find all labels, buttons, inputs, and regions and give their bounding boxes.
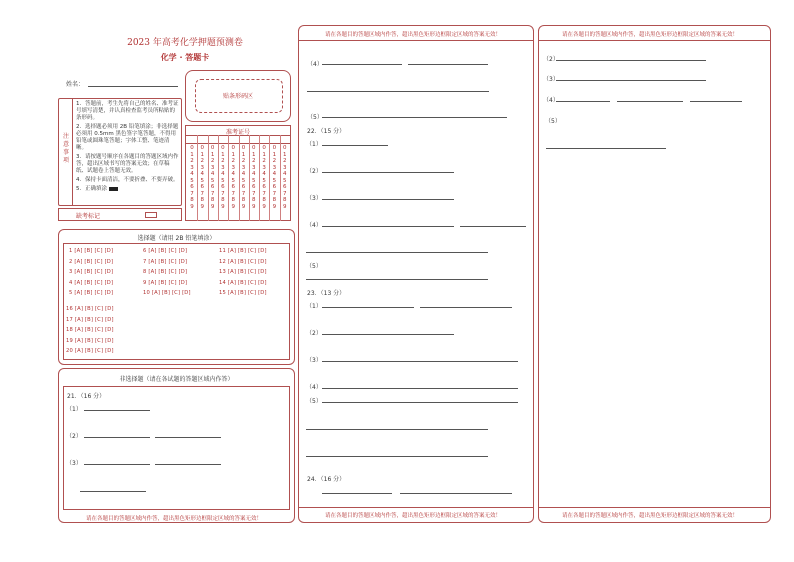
exam-id-digit[interactable]: 3 (200, 164, 205, 171)
exam-id-digit[interactable]: 5 (262, 177, 266, 184)
exam-id-digit[interactable]: 8 (231, 197, 235, 203)
exam-id-digit[interactable]: 9 (190, 203, 194, 210)
warning-text: 请在各题目的答题区域内作答，超出黑色矩形边框限定区域的答案无效！ (325, 32, 502, 38)
answer-line[interactable] (322, 402, 518, 403)
exam-id-digit[interactable]: 0 (272, 145, 277, 151)
exam-id-digit[interactable]: 1 (210, 151, 215, 158)
exam-id-digit[interactable]: 8 (241, 197, 246, 203)
exam-id-digit[interactable]: 2 (262, 158, 266, 164)
exam-id-digit-column[interactable] (229, 145, 237, 210)
barcode-label: 贴条形码区 (222, 93, 253, 100)
exam-id-digit[interactable]: 7 (252, 190, 256, 197)
exam-id-digit[interactable]: 9 (262, 203, 266, 210)
exam-id-digit[interactable]: 5 (272, 177, 277, 184)
exam-id-digit[interactable]: 1 (231, 151, 235, 158)
notice-items: 1．答题前，考生先将自己的姓名、准考证号填写清楚，并认真检查监考员所粘贴的条形码。 2．选择题必须用 2B 铅笔填涂；非选择题必须用 0.5mm 黑色签字笔答题，不得用铅笔或圆珠笔答题；字体工整、笔迹清晰。 3．请按题号顺序在各题目的答题区域内作答，超出区域书写的答案无效；在草稿纸、试题卷上答题无效。 4．保持卡面清洁，不要折叠、不要弄破。 5．正确填涂 (76, 101, 179, 192)
exam-id-digit[interactable]: 3 (262, 164, 266, 171)
exam-id-digit[interactable]: 0 (190, 145, 194, 151)
q23-part-2: （2） (306, 330, 322, 337)
barcode-area (185, 70, 291, 122)
exam-id-digit[interactable]: 4 (231, 171, 235, 177)
exam-id-digit[interactable]: 8 (221, 197, 225, 203)
answer-line[interactable] (322, 361, 518, 362)
exam-id-digit[interactable]: 9 (221, 203, 225, 210)
mc-question-row[interactable]: 7 [A] [B] [C] [D] (143, 258, 188, 265)
exam-id-digit[interactable]: 4 (252, 171, 256, 177)
exam-id-digit[interactable]: 3 (282, 164, 287, 171)
exam-id-digit[interactable]: 7 (282, 190, 287, 197)
mc-question-row[interactable]: 13 [A] [B] [C] [D] (219, 269, 267, 276)
exam-id-digit[interactable]: 5 (200, 177, 205, 184)
answer-line[interactable] (690, 101, 742, 102)
mc-question-row[interactable]: 12 [A] [B] [C] [D] (219, 258, 267, 265)
exam-id-digit[interactable]: 6 (200, 184, 205, 190)
exam-id-digit[interactable]: 4 (272, 171, 277, 177)
mc-question-row[interactable]: 20 [A] [B] [C] [D] (66, 348, 114, 355)
exam-id-digit[interactable]: 4 (241, 171, 246, 177)
exam-id-digit[interactable]: 7 (221, 190, 225, 197)
part-5: （5） (307, 114, 323, 121)
exam-id-digit[interactable]: 9 (241, 203, 246, 210)
part-4: （4） (543, 97, 559, 104)
mc-question-row[interactable]: 9 [A] [B] [C] [D] (143, 279, 188, 286)
warning-text: 请在各题目的答题区域内作答，超出黑色矩形边框限定区域的答案无效！ (562, 32, 739, 38)
warning-text: 请在各题目的答题区域内作答，超出黑色矩形边框限定区域的答案无效！ (562, 513, 739, 519)
answer-line[interactable] (546, 148, 666, 149)
notice-heading: 注 意 事 项 (62, 133, 69, 164)
exam-id-digit[interactable]: 3 (210, 164, 215, 171)
q21-answer-line[interactable] (80, 491, 146, 492)
q23-title: 23．（13 分） (307, 290, 346, 297)
mc-question-row[interactable]: 17 [A] [B] [C] [D] (66, 316, 114, 323)
exam-id-digit-column[interactable] (260, 145, 268, 210)
mc-title: 选择题（请用 2B 铅笔填涂） (137, 235, 216, 242)
answer-line[interactable] (322, 117, 507, 118)
q21-answer-line[interactable] (84, 410, 150, 411)
exam-id-digit[interactable]: 2 (231, 158, 235, 164)
mc-question-row[interactable]: 3 [A] [B] [C] [D] (69, 269, 114, 276)
q23-part-4: （4） (306, 384, 322, 391)
exam-id-digit[interactable]: 1 (241, 151, 246, 158)
filled-mark-sample (109, 187, 118, 191)
q24-title: 24．（16 分） (307, 476, 346, 483)
exam-id-digit-column[interactable] (240, 145, 248, 210)
exam-id-digit[interactable]: 2 (190, 158, 194, 164)
exam-id-digit-column[interactable] (198, 145, 206, 210)
exam-id-digit[interactable]: 2 (210, 158, 215, 164)
mc-question-row[interactable]: 14 [A] [B] [C] [D] (219, 279, 267, 286)
exam-id-digit[interactable]: 0 (241, 145, 246, 151)
exam-id-digit[interactable]: 5 (241, 177, 246, 184)
exam-id-digit[interactable]: 3 (272, 164, 277, 171)
answer-line[interactable] (322, 145, 388, 146)
exam-id-digit[interactable]: 2 (200, 158, 205, 164)
exam-id-digit[interactable]: 9 (252, 203, 256, 210)
exam-id-digit[interactable]: 3 (231, 164, 235, 171)
exam-id-digit[interactable]: 5 (190, 177, 194, 184)
answer-line[interactable] (322, 493, 392, 494)
name-label: 姓名： (66, 81, 85, 88)
name-field[interactable] (88, 86, 178, 87)
exam-id-digit[interactable]: 8 (252, 197, 256, 203)
exam-id-digit[interactable]: 1 (190, 151, 194, 158)
exam-id-digit[interactable]: 8 (272, 197, 277, 203)
exam-id-label: 准考证号 (225, 129, 250, 136)
warning-text: 请在各题目的答题区域内作答，超出黑色矩形边框限定区域的答案无效！ (325, 513, 502, 519)
answer-line[interactable] (556, 80, 706, 81)
exam-id-digit[interactable]: 4 (221, 171, 225, 177)
middle-column (298, 25, 534, 523)
right-column (538, 25, 771, 523)
warning-text: 请在各题目的答题区域内作答，超出黑色矩形边框限定区域的答案无效！ (86, 516, 263, 522)
exam-id-digit[interactable]: 6 (282, 184, 287, 190)
exam-id-digit-column[interactable] (188, 145, 196, 210)
q21-part-1: （1） (66, 406, 82, 413)
q21-part-3: （3） (66, 460, 82, 467)
exam-id-digit[interactable]: 9 (210, 203, 215, 210)
exam-id-digit[interactable]: 0 (262, 145, 266, 151)
exam-id-digit[interactable]: 8 (210, 197, 215, 203)
exam-id-digit[interactable]: 0 (221, 145, 225, 151)
exam-id-digit[interactable]: 9 (282, 203, 287, 210)
answer-line[interactable] (306, 456, 488, 457)
exam-id-digit[interactable]: 7 (200, 190, 205, 197)
page-title: 2023 年高考化学押题预测卷 (127, 38, 243, 48)
exam-id-digit[interactable]: 6 (241, 184, 246, 190)
q22-part-3: （3） (306, 195, 322, 202)
exam-id-digit[interactable]: 6 (190, 184, 194, 190)
exam-id-digit[interactable]: 1 (200, 151, 205, 158)
q21-answer-line[interactable] (84, 437, 150, 438)
exam-id-digit[interactable]: 9 (200, 203, 205, 210)
exam-id-digit-column[interactable] (250, 145, 258, 210)
exam-id-digit[interactable]: 8 (200, 197, 205, 203)
answer-line[interactable] (556, 60, 706, 61)
part-4: （4） (307, 61, 323, 68)
exam-id-digit[interactable]: 6 (221, 184, 225, 190)
exam-id-digit[interactable]: 8 (262, 197, 266, 203)
exam-id-digit[interactable]: 2 (252, 158, 256, 164)
exam-id-digit[interactable]: 6 (262, 184, 266, 190)
exam-id-digit[interactable]: 4 (190, 171, 194, 177)
q22-part-5: （5） (306, 263, 322, 270)
answer-line[interactable] (322, 226, 454, 227)
exam-id-digit[interactable]: 5 (231, 177, 235, 184)
exam-id-digit[interactable]: 7 (272, 190, 277, 197)
exam-id-digit[interactable]: 0 (210, 145, 215, 151)
answer-line[interactable] (556, 101, 610, 102)
answer-line[interactable] (322, 388, 518, 389)
mc-question-row[interactable]: 16 [A] [B] [C] [D] (66, 306, 114, 312)
answer-line[interactable] (322, 64, 402, 65)
exam-id-digit[interactable]: 6 (272, 184, 277, 190)
exam-id-digit[interactable]: 1 (252, 151, 256, 158)
exam-id-digit[interactable]: 7 (190, 190, 194, 197)
exam-id-digit[interactable]: 4 (282, 171, 287, 177)
exam-id-digit[interactable]: 2 (221, 158, 225, 164)
exam-id-digit[interactable]: 1 (272, 151, 277, 158)
nonmc-title: 非选择题（请在各试题的答题区域内作答） (119, 376, 234, 383)
answer-line[interactable] (460, 226, 526, 227)
exam-id-digit-column[interactable] (219, 145, 227, 210)
mc-question-row[interactable]: 8 [A] [B] [C] [D] (143, 269, 188, 276)
q22-part-2: （2） (306, 168, 322, 175)
exam-id-digit[interactable]: 3 (241, 164, 246, 171)
exam-id-digit[interactable]: 4 (200, 171, 205, 177)
q21-title: 21．（16 分） (67, 393, 106, 400)
exam-id-digit[interactable]: 2 (282, 158, 287, 164)
part-2: （2） (543, 56, 559, 63)
q21-answer-line[interactable] (84, 464, 150, 465)
page-subtitle: 化学 · 答题卡 (160, 53, 210, 62)
part-3: （3） (543, 76, 559, 83)
exam-id-digit[interactable]: 3 (221, 164, 225, 171)
q21-answer-line[interactable] (155, 464, 221, 465)
exam-id-digit[interactable]: 5 (252, 177, 256, 184)
exam-id-digit[interactable]: 7 (262, 190, 266, 197)
mc-question-row[interactable]: 6 [A] [B] [C] [D] (143, 248, 188, 254)
q21-answer-line[interactable] (155, 437, 221, 438)
absent-mark-box[interactable] (145, 212, 157, 218)
mc-question-row[interactable]: 4 [A] [B] [C] [D] (69, 279, 114, 286)
exam-id-digit[interactable]: 5 (210, 177, 215, 184)
answer-line[interactable] (306, 252, 488, 253)
answer-line[interactable] (306, 279, 488, 280)
exam-id-digit[interactable]: 4 (262, 171, 266, 177)
answer-line[interactable] (307, 91, 489, 92)
exam-id-digit[interactable]: 7 (210, 190, 215, 197)
exam-id-digit[interactable]: 9 (231, 203, 235, 210)
answer-line[interactable] (400, 493, 512, 494)
answer-line[interactable] (322, 199, 454, 200)
exam-id-digit[interactable]: 8 (282, 197, 287, 203)
answer-line[interactable] (322, 172, 454, 173)
answer-line[interactable] (322, 334, 454, 335)
mc-question-row[interactable]: 1 [A] [B] [C] [D] (69, 248, 114, 254)
exam-id-digit[interactable]: 7 (231, 190, 235, 197)
answer-line[interactable] (306, 429, 488, 430)
mc-question-row[interactable]: 2 [A] [B] [C] [D] (69, 258, 114, 265)
exam-id-digit[interactable]: 0 (231, 145, 235, 151)
mc-question-row[interactable]: 19 [A] [B] [C] [D] (66, 337, 114, 344)
absent-label: 缺考标记 (76, 213, 101, 220)
exam-id-digit[interactable]: 5 (221, 177, 225, 184)
exam-id-digit-column[interactable] (209, 145, 217, 210)
mc-question-row[interactable]: 15 [A] [B] [C] [D] (219, 290, 267, 297)
exam-id-digit[interactable]: 0 (282, 145, 287, 151)
mc-question-row[interactable]: 5 [A] [B] [C] [D] (69, 290, 114, 297)
part-5: （5） (545, 118, 561, 125)
mc-question-row[interactable]: 10 [A] [B] [C] [D] (143, 290, 191, 297)
exam-id-digit-column[interactable] (281, 145, 289, 210)
exam-id-digit[interactable]: 5 (282, 177, 287, 184)
exam-id-digit[interactable]: 0 (252, 145, 256, 151)
q23-part-1: （1） (306, 303, 322, 310)
exam-id-digit[interactable]: 3 (190, 164, 194, 171)
q22-part-1: （1） (306, 141, 322, 148)
exam-id-digit[interactable]: 9 (272, 203, 277, 210)
exam-id-digit[interactable]: 7 (241, 190, 246, 197)
answer-line[interactable] (617, 101, 683, 102)
exam-id-digit[interactable]: 6 (210, 184, 215, 190)
answer-line[interactable] (420, 307, 512, 308)
exam-id-digit[interactable]: 2 (272, 158, 277, 164)
exam-id-digit[interactable]: 3 (252, 164, 256, 171)
exam-id-digit[interactable]: 1 (221, 151, 225, 158)
exam-id-digit[interactable]: 6 (252, 184, 256, 190)
exam-id-digit-column[interactable] (270, 145, 278, 210)
answer-line[interactable] (322, 307, 414, 308)
q23-part-3: （3） (306, 357, 322, 364)
exam-id-digit[interactable]: 1 (282, 151, 287, 158)
exam-id-digit[interactable]: 8 (190, 197, 194, 203)
exam-id-digit[interactable]: 0 (200, 145, 205, 151)
mc-question-row[interactable]: 11 [A] [B] [C] [D] (219, 248, 267, 254)
exam-id-digit[interactable]: 6 (231, 184, 235, 190)
answer-line[interactable] (408, 64, 488, 65)
q22-title: 22．（15 分） (307, 128, 346, 135)
exam-id-digit[interactable]: 2 (241, 158, 246, 164)
mc-question-row[interactable]: 18 [A] [B] [C] [D] (66, 327, 114, 334)
exam-id-digit[interactable]: 4 (210, 171, 215, 177)
q22-part-4: （4） (306, 222, 322, 229)
exam-id-digit[interactable]: 1 (262, 151, 266, 158)
q21-part-2: （2） (66, 433, 82, 440)
q23-part-5: （5） (306, 398, 322, 405)
